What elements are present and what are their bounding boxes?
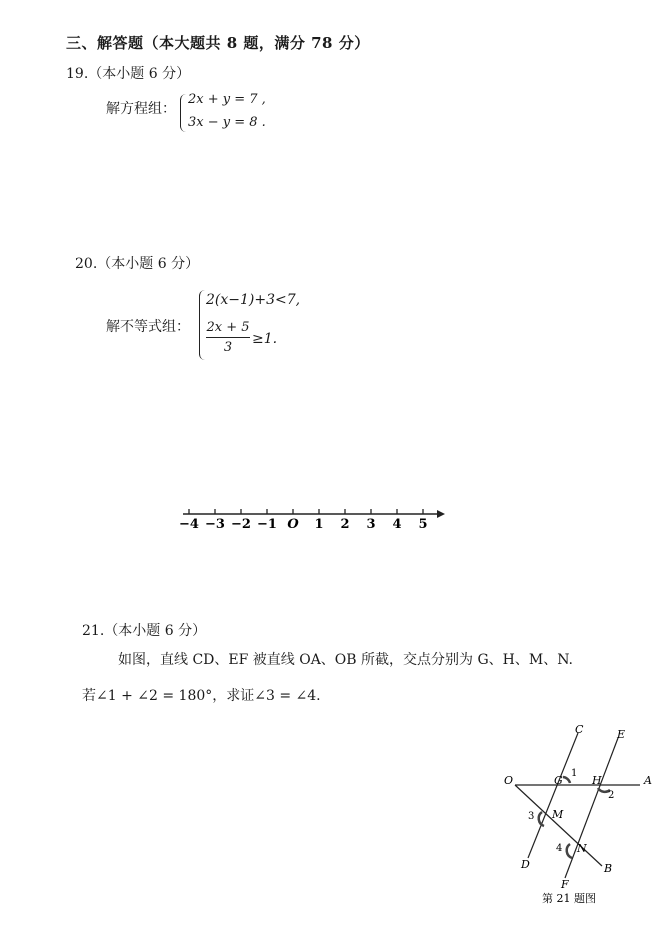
- number-line-arrow: [437, 510, 445, 518]
- q20-prompt: 解不等式组：: [106, 319, 190, 335]
- number-line: [175, 500, 450, 540]
- q20-ineq1: 2(x−1)+3<7,: [206, 292, 301, 308]
- line-cd: [528, 733, 578, 858]
- q21-header: 21.（本小题 6 分）: [82, 623, 207, 639]
- label-e: E: [617, 728, 626, 741]
- q19-eq1: 2x + y = 7 ,: [188, 92, 266, 107]
- number-line-ticks: [179, 509, 428, 532]
- angle-1-arc: [563, 777, 570, 783]
- q20-header: 20.（本小题 6 分）: [75, 256, 200, 272]
- q20-ineq2-fraction: [206, 320, 250, 355]
- label-n: N: [577, 842, 587, 855]
- label-f: F: [561, 878, 569, 891]
- q21-text-line2: 若∠1 + ∠2 = 180°，求证∠3 = ∠4.: [82, 688, 321, 704]
- label-m: M: [552, 808, 564, 821]
- label-angle-4: 4: [556, 843, 563, 854]
- q19-header: 19.（本小题 6 分）: [66, 66, 191, 82]
- q20-brace: [199, 290, 206, 360]
- angle-4-arc: [567, 844, 572, 858]
- label-a: A: [644, 774, 652, 787]
- number-line-tick-label: 2: [340, 517, 350, 532]
- label-angle-1: 1: [571, 768, 578, 779]
- label-angle-3: 3: [528, 811, 535, 822]
- number-line-tick-label: −1: [257, 517, 277, 532]
- section-title: 三、解答题（本大题共 8 题，满分 78 分）: [66, 34, 370, 52]
- fraction-bar: [206, 337, 250, 338]
- label-b: B: [604, 862, 613, 875]
- q20-ineq2-relation: ≥1.: [252, 331, 278, 347]
- label-angle-2: 2: [608, 790, 615, 801]
- q19-prompt: 解方程组：: [106, 101, 176, 117]
- number-line-tick-label: O: [287, 517, 299, 532]
- figure-caption: 第 21 题图: [542, 892, 596, 905]
- q21-text-line1: 如图，直线 CD、EF 被直线 OA、OB 所截，交点分别为 G、H、M、N.: [118, 652, 574, 668]
- label-d: D: [521, 858, 530, 871]
- label-o: O: [504, 774, 514, 787]
- number-line-tick-label: 1: [314, 517, 324, 532]
- number-line-tick-label: −3: [205, 517, 225, 532]
- q20-ineq2-denominator: 3: [223, 340, 233, 355]
- q19-brace: [180, 94, 187, 132]
- q20-ineq2-numerator: 2x + 5: [206, 320, 250, 335]
- label-h: H: [592, 774, 602, 787]
- label-g: G: [554, 774, 563, 787]
- q19-eq2: 3x − y = 8 .: [188, 115, 266, 130]
- number-line-tick-label: 4: [392, 517, 402, 532]
- number-line-tick-label: 5: [418, 517, 428, 532]
- number-line-tick-label: −2: [231, 517, 251, 532]
- label-c: C: [575, 723, 584, 736]
- q21-figure: [490, 718, 660, 918]
- number-line-tick-label: 3: [366, 517, 376, 532]
- number-line-tick-label: −4: [179, 517, 199, 532]
